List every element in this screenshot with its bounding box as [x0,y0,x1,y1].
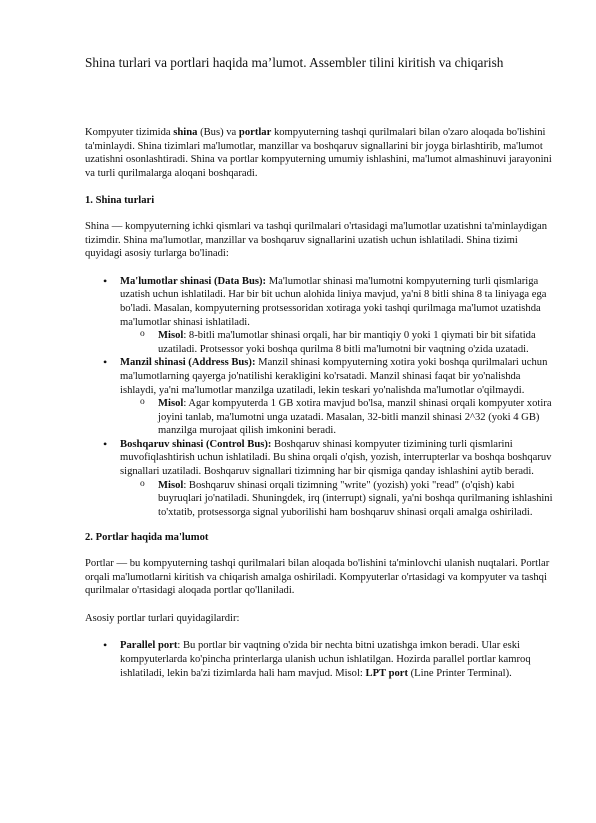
example-text: : Agar kompyuterda 1 GB xotira mavjud bo'lsa, manzil shinasi orqali kompyuter xotira joyini tanlab, ma'lumotni unga uzatadi. Masalan, 32-bitli manzil shinasi 2^32 (yoki 4 GB) manzilga murojaat qilish imkonini beradi. [158,398,552,437]
item-text: : Bu portlar bir vaqtning o'zida bir nechta bitni uzatishga imkon beradi. Ular eski kompyuterlarda ko'pincha printerlarga ulanish uchun ishlatilgan. Hozirda parallel portlar kamroq ishlatiladi, lekin ba'zi tizimlarda hali ham mavjud. Misol: [120,640,531,679]
item-label: Manzil shinasi (Address Bus): [120,357,256,369]
item-text: Ma'lumotlar shinasi ma'lumotni kompyuterning turli qismlariga uzatish uchun ishlatiladi. Har bir bit uchun alohida liniya mavjud, ya'ni 8 bitli shina 8 ta liniyaga ega bo'ladi. Masalan, kompyuterning protsessoridan xotiraga yoki tashqi qurilmaga ma'lumot uzatishda ma'lumotlar shinasi ishlatiladi. [120,275,547,328]
item-text: Manzil shinasi kompyuterning xotira yoki boshqa qurilmalari uchun ma'lumotlarning qayerga jo'natilishi kerakligini ko'rsatadi. Manzil shinasi faqat bir yo'nalishda ishlaydi, ya'ni ma'lumotlar manzilga uzatiladi, lekin teskari yo'nalishda ma'lumotlar o'qilmaydi. [120,357,548,396]
intro-bold-shina: shina [173,127,198,138]
item-bold-lpt: LPT port [365,667,408,679]
list-item-address-bus [85,356,557,438]
list-item-control-bus [85,438,557,520]
example-text: : 8-bitli ma'lumotlar shinasi orqali, har bir mantiqiy 0 yoki 1 qiymati bir bit sifatida uzatiladi. Protsessor yoki boshqa qurilma 8 bitli ma'lumotni bir vaqtning o'zida uzatadi. [158,330,536,355]
item-label: Boshqaruv shinasi (Control Bus): [120,438,272,450]
bus-types-list [85,275,557,520]
item-text-2: (Line Printer Terminal). [408,667,512,679]
sub-list [120,329,557,356]
example-label: Misol [158,330,184,342]
section-2-paragraph: Portlar — bu kompyuterning tashqi qurilmalari bilan aloqada bo'lishini ta'minlovchi ulanish nuqtalari. Portlar orqali ma'lumotlarni kiritish va chiqarish amalga oshiriladi. Kompyuterlar o'rtasidagi va kompyuter va tashqi qurilmalar o'rtasidagi aloqada portlar qo'llaniladi. [85,558,550,597]
sub-list-item-example [120,329,557,356]
example-label: Misol [158,479,184,491]
sub-list [120,479,557,520]
item-label: Ma'lumotlar shinasi (Data Bus): [120,275,267,287]
intro-paragraph [85,126,557,180]
intro-text-1: Kompyuter tizimida [85,127,174,138]
document-body [85,126,557,692]
item-label: Parallel port [120,640,178,652]
page-title: Shina turlari va portlari haqida ma’lumot. Assembler tilini kiritish va chiqarish [85,55,504,70]
intro-text-2: (Bus) va [197,127,239,138]
port-types-list [85,639,557,680]
sub-list-item-example [120,397,557,438]
item-text: Boshqaruv shinasi kompyuter tizimining turli qismlarini muvofiqlashtirish uchun ishlatiladi. Bu shina orqali o'qish, yozish, interrupterlar va boshqa boshqaruv signallari uzatiladi. Boshqaruv signallari tizimning har bir qismiga qanday ishlashini aytib beradi. [120,438,552,478]
example-text: : Boshqaruv shinasi orqali tizimning "write" (yozish) yoki "read" (o'qish) kabi buyruqlari jo'natiladi. Shuningdek, irq (interrupt) signali, ya'ni boshqa qurilmaning ishlashini to'xtatib, protsessorga signal yuborilishi ham boshqaruv shinasi orqali amalga oshiriladi. [158,479,553,518]
list-item-data-bus [85,275,557,357]
section-2-heading: 2. Portlar haqida ma'lumot [85,532,209,544]
list-item-parallel-port [85,639,557,680]
section-1-heading: 1. Shina turlari [85,195,155,207]
intro-text-3: kompyuterning tashqi qurilmalari bilan o'zaro aloqada bo'lishini ta'minlaydi. Shina tizimlari ma'lumotlar, manzillar va boshqaruv signallarini bir joyga birlashtirib, ma'lumot uzatishni osonlashtiradi. Shina va portlar kompyuterning umumiy ishlashini, ma'lumot almashinuvi jarayonini va turli qurilmalarga aloqani boshqaradi. [85,127,552,179]
intro-bold-portlar: portlar [238,127,272,138]
sub-list [120,397,557,438]
ports-list-intro: Asosiy portlar turlari quyidagilardir: [85,612,240,624]
section-1-paragraph: Shina — kompyuterning ichki qismlari va tashqi qurilmalari o'rtasidagi ma'lumotlar uzatishni ta'minlaydigan tizimdir. Shina ma'lumotlar, manzillar va boshqaruv signallarini uzatish uchun ishlatiladi. Shina tizimi quyidagi asosiy turlarga bo'linadi: [85,220,548,260]
example-label: Misol [158,398,184,410]
sub-list-item-example [120,479,557,520]
